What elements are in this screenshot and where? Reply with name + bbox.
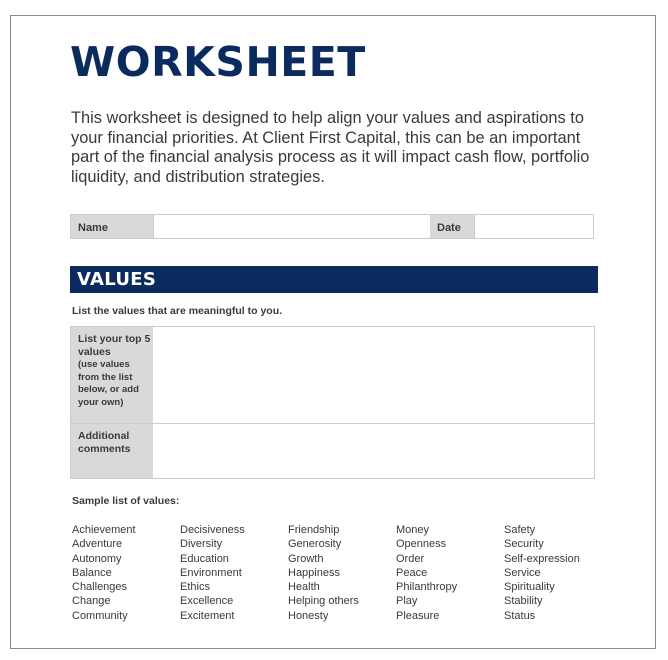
sample-value: Diversity xyxy=(180,538,223,551)
sample-value: Excitement xyxy=(180,609,235,622)
top5-row xyxy=(71,327,594,424)
sample-value: Service xyxy=(504,566,541,579)
sample-value: Friendship xyxy=(288,524,340,536)
top5-label: List your top 5 values xyxy=(78,333,151,358)
sample-value: Community xyxy=(72,609,128,622)
sample-value: Stability xyxy=(504,595,543,608)
sample-value: Spirituality xyxy=(504,581,555,594)
sample-value: Play xyxy=(396,595,418,608)
sample-value: Status xyxy=(504,609,536,622)
sample-value: Adventure xyxy=(72,538,123,551)
sample-values-grid xyxy=(72,523,632,623)
values-instruction: List the values that are meaningful to you. xyxy=(72,305,283,317)
sample-list-heading: Sample list of values: xyxy=(72,495,180,507)
top5-hint: (use values from the list below, or add your own) xyxy=(78,359,139,408)
comments-row xyxy=(71,424,594,478)
comments-field[interactable] xyxy=(153,424,594,478)
sample-value: Challenges xyxy=(72,581,128,594)
values-table xyxy=(70,326,595,479)
sample-value: Security xyxy=(504,538,544,551)
sample-value: Pleasure xyxy=(396,609,440,622)
intro-paragraph: This worksheet is designed to help align your values and aspirations to your financial priorities. At Client First Capital, this can be an important part of the financial analysis process as it will impact cash flow, portfolio liquidity, and distribution strategies. xyxy=(71,109,590,186)
sample-column xyxy=(396,523,457,623)
sample-value: Autonomy xyxy=(72,552,122,565)
name-field[interactable] xyxy=(153,215,430,238)
sample-value: Happiness xyxy=(288,566,340,579)
values-section-heading: VALUES xyxy=(70,266,598,293)
date-field[interactable] xyxy=(474,215,593,238)
sample-value: Safety xyxy=(504,524,536,536)
sample-value: Education xyxy=(180,552,229,565)
sample-value: Honesty xyxy=(288,609,329,622)
sample-value: Ethics xyxy=(180,581,210,594)
sample-value: Environment xyxy=(180,566,242,579)
sample-value: Achievement xyxy=(72,524,136,536)
sample-value: Health xyxy=(288,581,320,594)
comments-label: Additional comments xyxy=(71,424,153,478)
sample-column xyxy=(72,523,136,623)
sample-value: Order xyxy=(396,552,425,565)
sample-column xyxy=(288,523,359,623)
sample-value: Self-expression xyxy=(504,552,580,565)
name-label: Name xyxy=(71,215,153,238)
page-title: WORKSHEET xyxy=(70,38,366,86)
sample-value: Growth xyxy=(288,552,324,565)
top5-label-cell xyxy=(71,327,153,423)
name-date-row xyxy=(70,214,594,239)
sample-value: Helping others xyxy=(288,595,359,608)
sample-column xyxy=(504,523,580,623)
sample-value: Peace xyxy=(396,566,428,579)
sample-value: Decisiveness xyxy=(180,524,245,536)
sample-value: Balance xyxy=(72,566,112,579)
sample-value: Philanthropy xyxy=(396,581,458,594)
sample-value: Change xyxy=(72,595,111,608)
sample-value: Excellence xyxy=(180,595,234,608)
sample-value: Openness xyxy=(396,538,447,551)
sample-value: Generosity xyxy=(288,538,342,551)
date-label: Date xyxy=(430,215,474,238)
top5-values-field[interactable] xyxy=(153,327,594,423)
sample-value: Money xyxy=(396,524,430,536)
sample-column xyxy=(180,523,245,623)
